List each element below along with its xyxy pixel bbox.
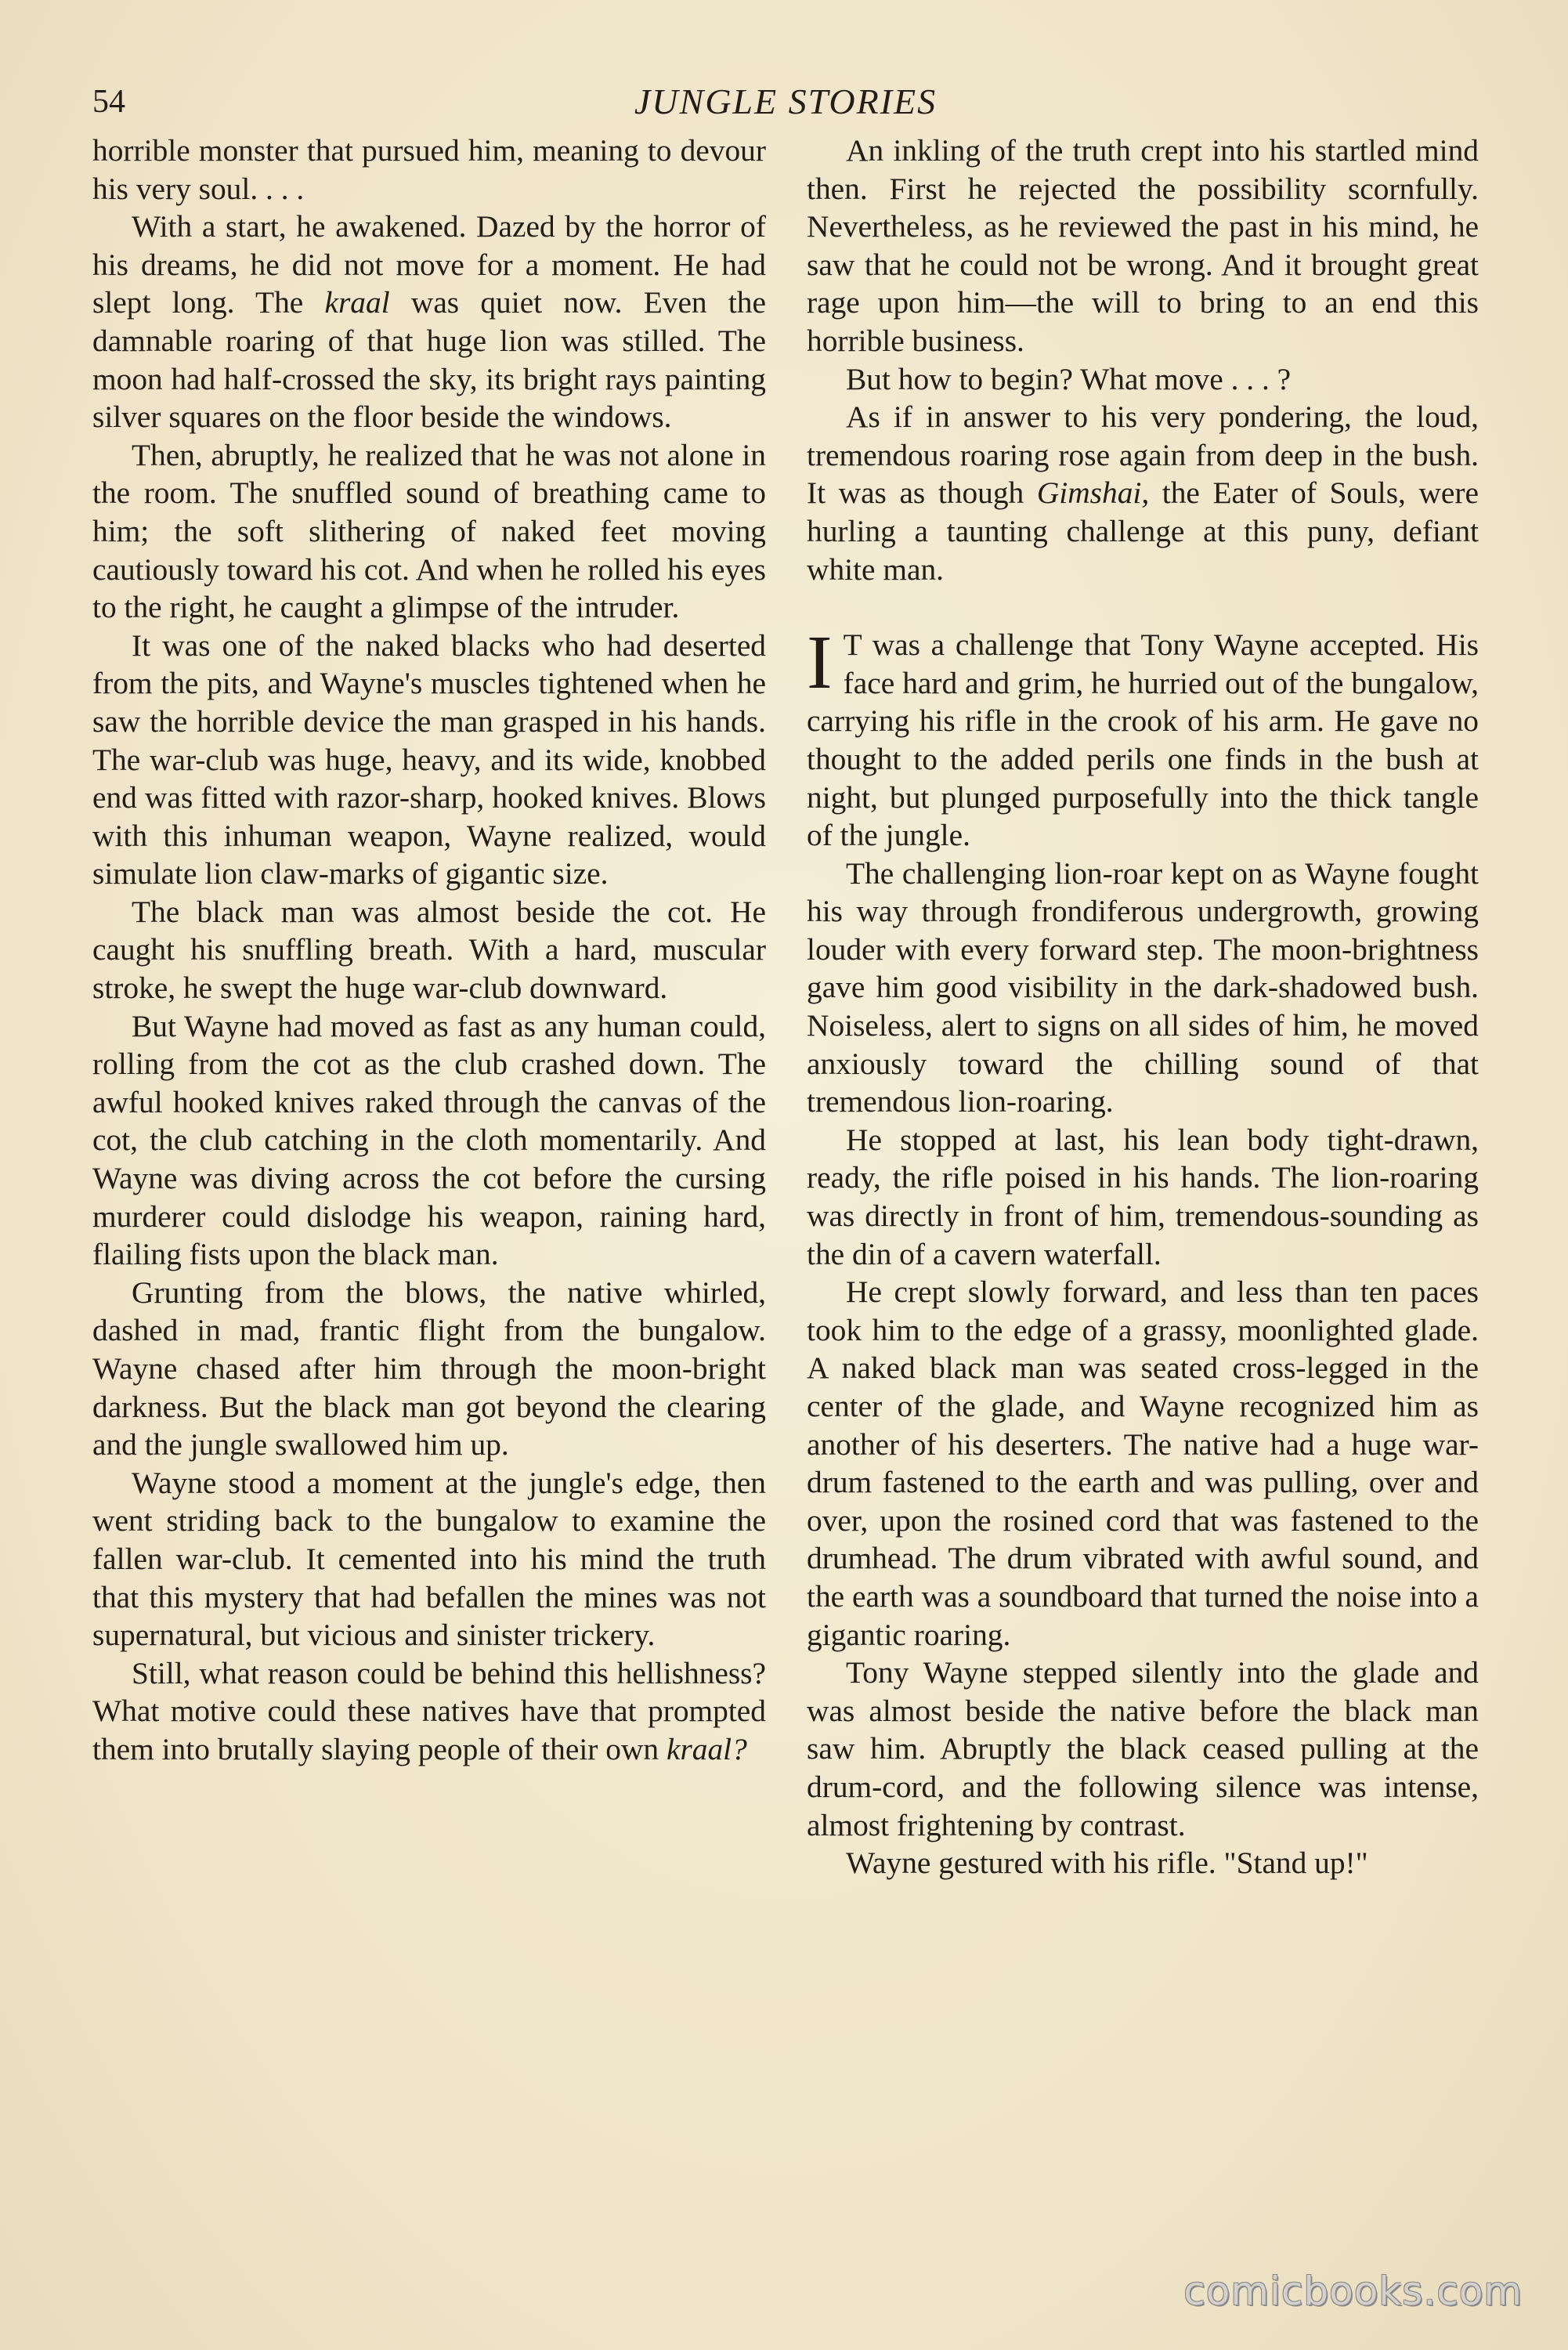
italic-word: kraal bbox=[324, 285, 390, 320]
paragraph: The challenging lion-roar kept on as Wayne fought his way through frondiferous undergrowth, growing louder with every forward step. The moon-brightness gave him good visibility in the dark-shadowed bush. Noiseless, alert to signs on all sides of him, he moved anxiously toward the chilling sound of that tremendous lion-roaring. bbox=[807, 855, 1479, 1119]
watermark-logo: comicbooks.com bbox=[1183, 2269, 1523, 2314]
paragraph: But how to begin? What move . . . ? bbox=[846, 361, 1292, 396]
paragraph: horrible monster that pursued him, meaning to devour his very soul. . . . bbox=[92, 133, 766, 206]
paragraph: Wayne stood a moment at the jungle's edge, then went striding back to the bungalow to examine the fallen war-club. It cemented into his mind the truth that this mystery that had befallen the mines was not supernatural, but vicious and sinister trickery. bbox=[92, 1465, 766, 1653]
paragraph: As if in answer to his very pondering, the loud, tremendous roaring rose again from deep in the bush. It was as though Gimshai, the Eater of Souls, were hurling a taunting challenge at this puny, defiant white man. bbox=[807, 400, 1479, 587]
page-header bbox=[92, 78, 1479, 125]
left-column bbox=[92, 132, 766, 1769]
paragraph: He stopped at last, his lean body tight-drawn, ready, the rifle poised in his hands. The lion-roaring was directly in front of him, tremendous-sounding as the din of a cavern waterfall. bbox=[807, 1122, 1479, 1271]
paragraph: Tony Wayne stepped silently into the glade and was almost beside the native before the black man saw him. Abruptly the black ceased pulling at the drum-cord, and the following silence was intense, almost frightening by contrast. bbox=[807, 1655, 1479, 1842]
paragraph: It was one of the naked blacks who had deserted from the pits, and Wayne's muscles tightened when he saw the horrible device the man grasped in his hands. The war-club was huge, heavy, and its wide, knobbed end was fitted with razor-sharp, hooked knives. Blows with this inhuman weapon, Wayne realized, would simulate lion claw-marks of gigantic size. bbox=[92, 627, 766, 891]
paragraph: Grunting from the blows, the native whirled, dashed in mad, frantic flight from the bungalow. Wayne chased after him through the moon-bright darkness. But the black man got beyond the clearing and the jungle swallowed him up. bbox=[92, 1274, 766, 1462]
page-number: 54 bbox=[92, 84, 125, 120]
drop-cap: I bbox=[807, 620, 833, 706]
paragraph: With a start, he awakened. Dazed by the horror of his dreams, he did not move for a moment. He had slept long. The kraal was quiet now. Even the damnable roaring of that huge lion was stilled. The moon had half-crossed the sky, its bright rays painting silver squares on the floor beside the windows. bbox=[92, 209, 766, 435]
paragraph: Then, abruptly, he realized that he was not alone in the room. The snuffled sound of breathing came to him; the soft slithering of naked feet moving cautiously toward his cot. And when he rolled his eyes to the right, he caught a glimpse of the intruder. bbox=[92, 437, 766, 625]
paragraph: The black man was almost beside the cot. He caught his snuffling breath. With a hard, muscular stroke, he swept the huge war-club downward. bbox=[92, 894, 766, 1006]
paragraph: But Wayne had moved as fast as any human could, rolling from the cot as the club crashed down. The awful hooked knives raked through the canvas of the cot, the club catching in the cloth momentarily. And Wayne was diving across the cot before the cursing murderer could dislodge his weapon, raining hard, flailing fists upon the black man. bbox=[92, 1008, 766, 1272]
section-opening-paragraph: I T was a challenge that Tony Wayne accepted. His face hard and grim, he hurried out of the bungalow, carrying his rifle in the crook of his arm. He gave no thought to the added perils one finds in the bush at night, but plunged purposefully into the thick tangle of the jungle. bbox=[807, 620, 1479, 853]
paragraph: He crept slowly forward, and less than ten paces took him to the edge of a grassy, moonlighted glade. A naked black man was seated cross-legged in the center of the glade, and Wayne recognized him as another of his deserters. The native had a huge war-drum fastened to the earth and was pulling, over and over, upon the rosined cord that was fastened to the drumhead. The drum vibrated with awful sound, and the earth was a soundboard that turned the noise into a gigantic roaring. bbox=[807, 1274, 1479, 1652]
running-title: JUNGLE STORIES bbox=[634, 81, 938, 121]
italic-name: Gimshai, bbox=[1036, 475, 1150, 511]
paragraph: Still, what reason could be behind this hellishness? What motive could these natives have that prompted them into brutally slaying people of their own kraal? bbox=[92, 1655, 766, 1766]
right-column bbox=[807, 132, 1479, 1882]
paragraph: An inkling of the truth crept into his startled mind then. First he rejected the possibility scornfully. Nevertheless, as he reviewed the past in his mind, he saw that he could not be wrong. And it brought great rage upon him—the will to bring to an end this horrible business. bbox=[807, 133, 1479, 358]
italic-word: kraal? bbox=[666, 1731, 747, 1766]
paragraph: Wayne gestured with his rifle. "Stand up!" bbox=[846, 1846, 1368, 1881]
